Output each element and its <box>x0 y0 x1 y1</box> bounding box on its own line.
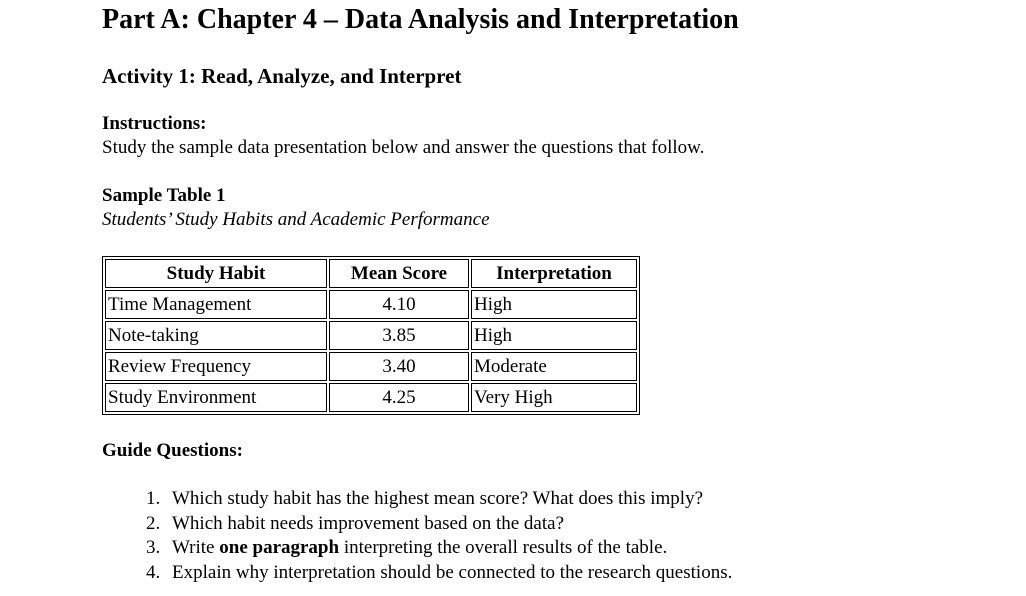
list-item <box>165 536 732 561</box>
question-text: Which habit needs improvement based on the data? <box>172 512 565 534</box>
question-text-end: interpreting the overall results of the table. <box>339 537 668 558</box>
cell-interpretation: Very High <box>471 383 637 412</box>
cell-study-habit: Study Environment <box>105 383 327 412</box>
table-header-row <box>105 259 637 288</box>
cell-interpretation: High <box>471 321 637 350</box>
study-habits-table <box>102 256 640 415</box>
cell-mean-score: 3.40 <box>329 352 469 381</box>
cell-interpretation: Moderate <box>471 352 637 381</box>
guide-questions-label: Guide Questions: <box>102 440 243 461</box>
cell-mean-score: 4.10 <box>329 290 469 319</box>
guide-questions-list <box>102 487 732 585</box>
table-row <box>105 290 637 319</box>
cell-interpretation: High <box>471 290 637 319</box>
cell-study-habit: Time Management <box>105 290 327 319</box>
instructions-label: Instructions: <box>102 113 207 134</box>
list-item <box>165 512 732 537</box>
activity-heading: Activity 1: Read, Analyze, and Interpret <box>102 64 462 88</box>
header-study-habit: Study Habit <box>105 259 327 288</box>
header-mean-score: Mean Score <box>329 259 469 288</box>
question-text: Write <box>172 537 220 558</box>
cell-mean-score: 3.85 <box>329 321 469 350</box>
table-row <box>105 352 637 381</box>
table-row <box>105 321 637 350</box>
table-row <box>105 383 637 412</box>
table-label: Sample Table 1 <box>102 185 226 206</box>
header-interpretation: Interpretation <box>471 259 637 288</box>
page-title: Part A: Chapter 4 – Data Analysis and Interpretation <box>102 4 739 35</box>
cell-mean-score: 4.25 <box>329 383 469 412</box>
instructions-text: Study the sample data presentation below and answer the questions that follow. <box>102 137 705 158</box>
question-text: Explain why interpretation should be connected to the research questions. <box>172 561 733 583</box>
question-text: Which study habit has the highest mean score? What does this imply? <box>172 488 703 509</box>
list-item <box>165 561 732 586</box>
table-caption: Students’ Study Habits and Academic Performance <box>102 209 490 230</box>
cell-study-habit: Note-taking <box>105 321 327 350</box>
cell-study-habit: Review Frequency <box>105 352 327 381</box>
list-item <box>165 487 732 512</box>
question-emphasis: one paragraph <box>219 537 340 558</box>
